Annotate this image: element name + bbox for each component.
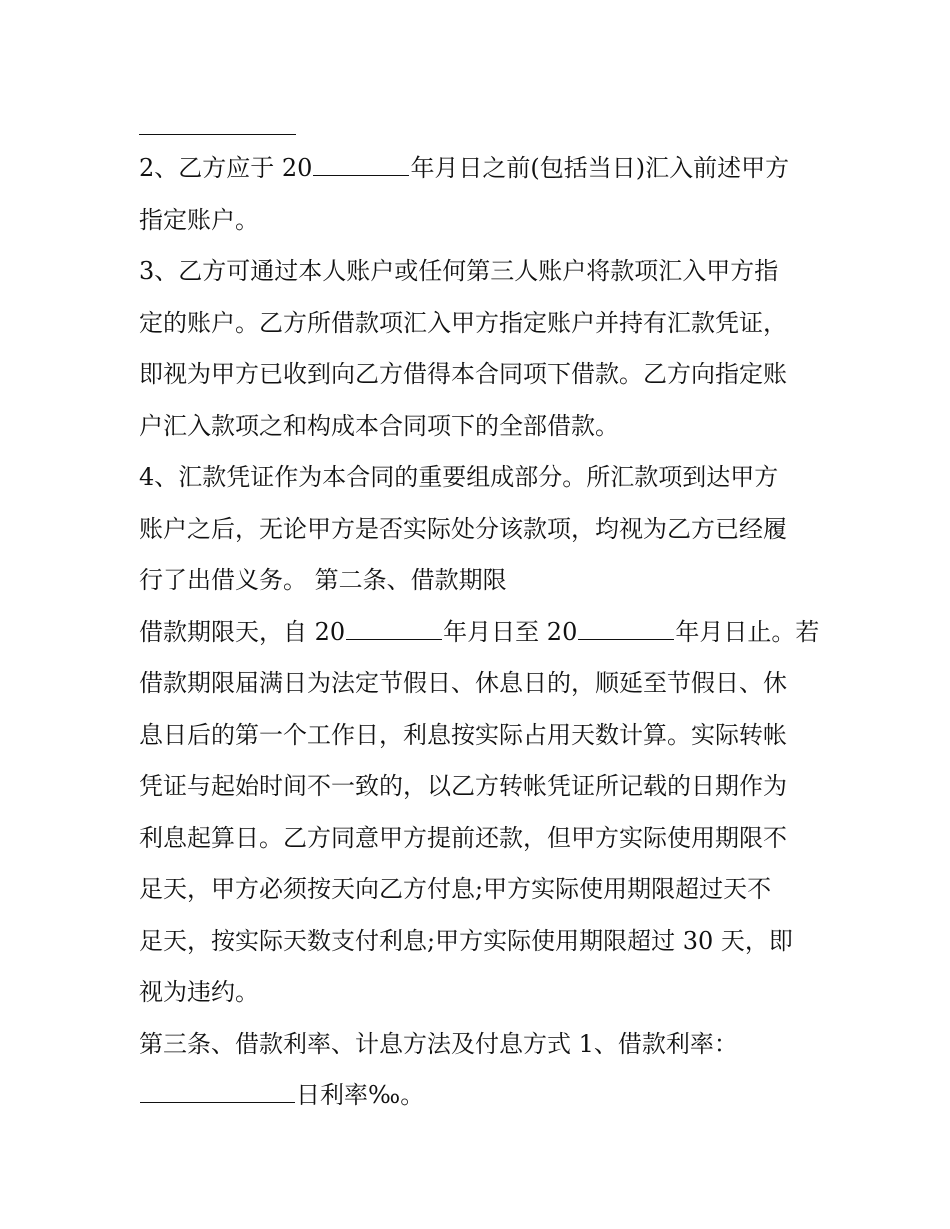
paragraph-line: 凭证与起始时间不一致的，以乙方转帐凭证所记载的日期作为 <box>139 772 787 800</box>
blank-fill-line <box>346 615 442 640</box>
paragraph-line: 3、乙方可通过本人账户或任何第三人账户将款项汇入甲方指 <box>139 257 779 285</box>
paragraph-line: 利息起算日。乙方同意甲方提前还款，但甲方实际使用期限不 <box>139 823 787 852</box>
paragraph-line: 足天，甲方必须按天向乙方付息;甲方实际使用期限超过天不 <box>139 875 772 903</box>
blank-fill-line <box>578 615 674 640</box>
line-text: 2、乙方应于 20 <box>139 154 313 182</box>
paragraph-line <box>139 1070 819 1122</box>
line-text: 年月日至 20 <box>443 617 578 646</box>
paragraph-line: 借款期限届满日为法定节假日、休息日的，顺延至节假日、休 <box>139 669 787 697</box>
line-text: 年月日之前(包括当日)汇入前述甲方 <box>410 154 790 182</box>
paragraph-line: 账户之后，无论甲方是否实际处分该款项，均视为乙方已经履 <box>139 514 787 543</box>
blank-fill-line <box>313 151 409 176</box>
blank-fill-line <box>140 1078 295 1103</box>
blank-fill-line <box>139 100 296 135</box>
paragraph-line: 第三条、借款利率、计息方法及付息方式 1、借款利率： <box>139 1029 738 1058</box>
paragraph-line <box>139 143 819 195</box>
paragraph-line: 定的账户。乙方所借款项汇入甲方指定账户并持有汇款凭证， <box>139 308 787 337</box>
paragraph-line: 视为违约。 <box>139 978 259 1006</box>
paragraph-line: 4、汇款凭证作为本合同的重要组成部分。所汇款项到达甲方 <box>139 463 779 491</box>
paragraph-line: 即视为甲方已收到向乙方借得本合同项下借款。乙方向指定账 <box>139 360 787 388</box>
paragraph-line: 足天，按实际天数支付利息;甲方实际使用期限超过 30 天，即 <box>139 926 793 955</box>
line-text: 日利率‰。 <box>296 1081 425 1109</box>
paragraph-line: 户汇入款项之和构成本合同项下的全部借款。 <box>139 411 619 440</box>
paragraph-line: 行了出借义务。 第二条、借款期限 <box>139 566 507 594</box>
line-text: 年月日止。若 <box>675 617 820 646</box>
paragraph-line: 指定账户。 <box>139 205 259 234</box>
document-body <box>139 100 819 1122</box>
line-text: 借款期限天，自 20 <box>139 617 346 646</box>
paragraph-line <box>139 607 819 659</box>
paragraph-line: 息日后的第一个工作日，利息按实际占用天数计算。实际转帐 <box>139 720 787 749</box>
